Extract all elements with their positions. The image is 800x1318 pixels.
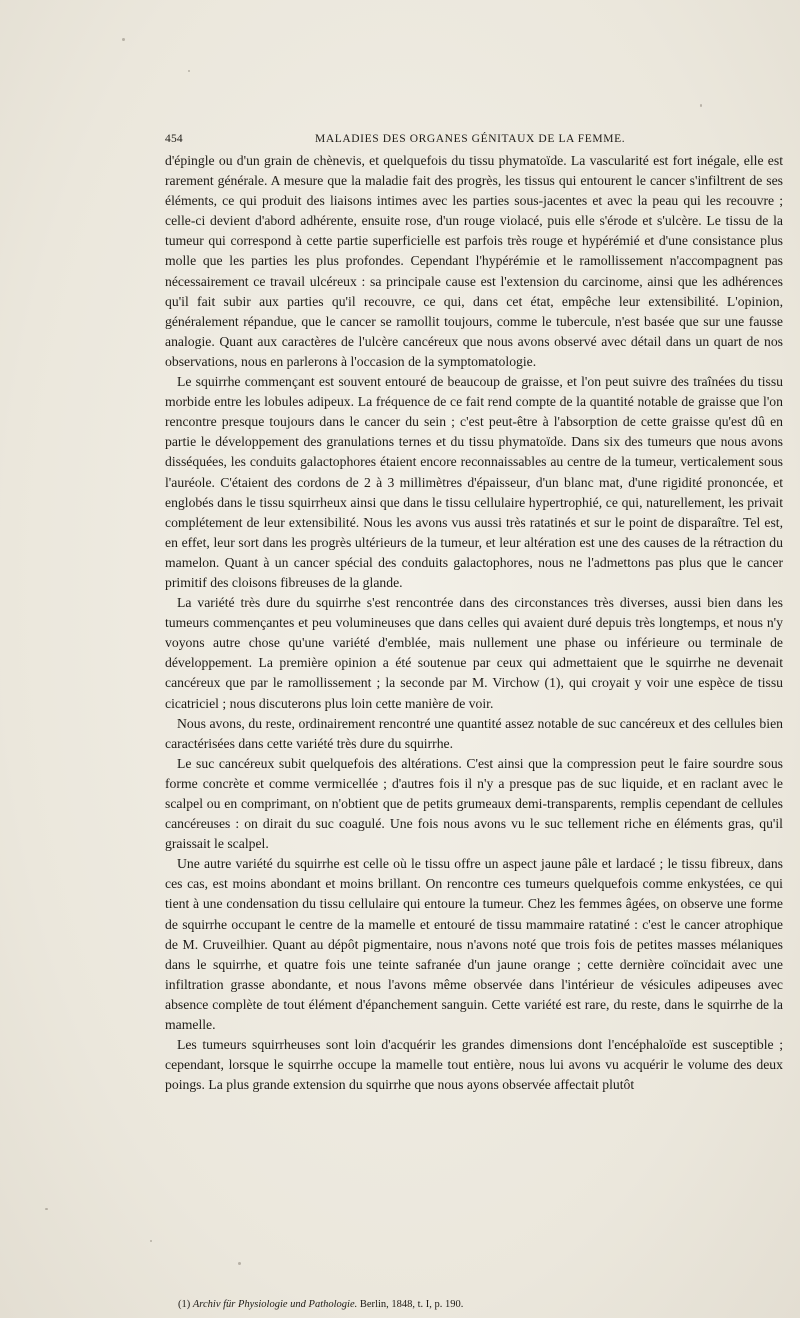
paper-speck (238, 1262, 241, 1265)
paragraph: Une autre variété du squirrhe est celle où le tissu offre un aspect jaune pâle et lardacé ; le tissu fibreux, dans ces cas, est moins abondant et moins brillant. On rencontre ces tumeurs quelquefois comme enkystées, ce qui tient à une condensation du tissu cellulaire qui entoure la tumeur. Chez les femmes âgées, on observe une forme de squirrhe occupant le centre de la mamelle et entouré de tissu mammaire ratatiné : c'est le cancer atrophique de M. Cruveilhier. Quant au dépôt pigmentaire, nous n'avons noté que trois fois de petites masses mélaniques dans le squirrhe, et quatre fois une teinte safranée d'un jaune orange ; cette dernière coïncidait avec une infiltration grasse abondante, et nous l'avons même observée dans l'intérieur de vésicules adipeuses avec absence complète de tout élément d'épanchement sanguin. Cette variété est rare, du reste, dans le squirrhe de la mamelle. (165, 856, 783, 1033)
paper-speck (188, 70, 190, 72)
body-text (165, 151, 783, 1095)
paragraph: Le suc cancéreux subit quelquefois des altérations. C'est ainsi que la compression peut le faire sourdre sous forme concrète et comme vermicellée ; d'autres fois il n'y a presque pas de suc liquide, et en raclant avec le scalpel ou en comprimant, on n'obtient que de petits grumeaux demi-transparents, remplis cependant de cellules cancéreuses : on dirait du suc coagulé. Une fois nous avons vu le suc tellement riche en éléments gras, qu'il graissait le scalpel. (165, 755, 783, 852)
paragraph: La variété très dure du squirrhe s'est rencontrée dans des circonstances très diverses, aussi bien dans les tumeurs commençantes et peu volumineuses que dans celles qui avaient duré depuis très longtemps, et nous n'y voyons autre chose qu'une variété d'emblée, mais nullement une phase ou inférieure ou terminale de développement. La première opinion a été soutenue par ceux qui admettaient que le squirrhe ne devenait cancéreux que par le ramollissement ; la seconde par M. Virchow (1), qui croyait y voir une espèce de tissu cicatriciel ; nous discuterons plus loin cette manière de voir. (165, 595, 783, 711)
paper-speck (122, 38, 125, 41)
running-header (165, 133, 785, 149)
paragraph: d'épingle ou d'un grain de chènevis, et quelquefois du tissu phymatoïde. La vascularité est fort inégale, elle est rarement générale. A mesure que la maladie fait des progrès, les tissus qui entourent le cancer s'infiltrent de ses éléments, ce qui produit des liaisons intimes avec les parties sous-jacentes et avec la peau qui les recouvre ; celle-ci devient d'abord adhérente, ensuite rose, d'un rouge violacé, puis elle s'érode et s'ulcère. Le tissu de la tumeur qui correspond à cette partie superficielle est parfois très rouge et hypérémié et d'une consistance plus molle que les parties les plus profondes. Cependant l'hypérémie et le ramollissement n'accompagnent pas nécessairement ce travail ulcéreux : sa principale cause est l'extension du carcinome, ainsi que les adhérences qu'il fait subir aux parties qu'il recouvre, ce qui, dans cet état, empêche leur extensibilité. L'opinion, généralement répandue, que le cancer se ramollit toujours, comme le tubercule, n'est basée que sur une fausse analogie. Quant aux caractères de l'ulcère cancéreux que nous avons observé avec détail dans un quart de nos observations, nous en parlerons à l'occasion de la symptomatologie. (165, 153, 783, 369)
footnote-marker: (1) (178, 1299, 191, 1310)
paper-speck (150, 1240, 152, 1242)
running-title: MALADIES DES ORGANES GÉNITAUX DE LA FEMME. (315, 133, 626, 145)
footnote (178, 1298, 778, 1311)
paragraph: Nous avons, du reste, ordinairement rencontré une quantité assez notable de suc cancéreux et des cellules bien caractérisées dans cette variété très dure du squirrhe. (165, 715, 783, 751)
page-number: 454 (165, 133, 183, 145)
paper-speck (45, 1208, 48, 1210)
paragraph: Les tumeurs squirrheuses sont loin d'acquérir les grandes dimensions dont l'encéphaloïde est susceptible ; cependant, lorsque le squirrhe occupe la mamelle tout entière, nous lui avons vu acquérir le volume des deux poings. La plus grande extension du squirrhe que nous ayons observée affectait plutôt (165, 1037, 783, 1093)
paper-speck (700, 104, 702, 107)
footnote-details: Berlin, 1848, t. I, p. 190. (359, 1299, 464, 1310)
footnote-source-title: Archiv für Physiologie und Pathologie. (192, 1299, 358, 1310)
paragraph: Le squirrhe commençant est souvent entouré de beaucoup de graisse, et l'on peut suivre des traînées du tissu morbide entre les lobules adipeux. La fréquence de ce fait rend compte de la quantité notable de graisse que l'on rencontre presque toujours dans le cancer du sein ; c'est peut-être à l'absorption de cette graisse qu'est dû en partie le développement des granulations ternes et du tissu phymatoïde. Dans six des tumeurs que nous avons disséquées, les conduits galactophores étaient encore reconnaissables au centre de la tumeur, verticalement sous l'auréole. C'étaient des cordons de 2 à 3 millimètres d'épaisseur, d'un blanc mat, d'une rigidité prononcée, et englobés dans le tissu squirrheux ainsi que dans le tissu cellulaire hypertrophié, ce qui, naturellement, les privait complétement de leur extensibilité. Nous les avons vus aussi très ratatinés et sur le point de disparaître. Tel est, en effet, leur sort dans les progrès ultérieurs de la tumeur, et leur altération est une des causes de la rétraction du mamelon. Quant à un cancer spécial des conduits galactophores, nous ne l'admettons pas plus que le cancer primitif des cloisons fibreuses de la glande. (165, 374, 783, 590)
